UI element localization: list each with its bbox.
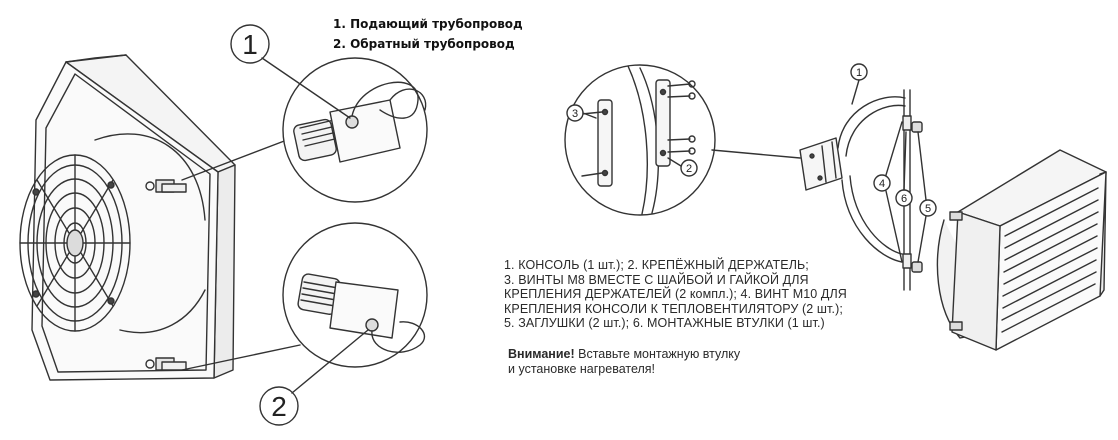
warning-label: Внимание! [508,347,575,361]
louvered-heater [937,150,1106,350]
callout-5-right [918,132,936,262]
fan-grille [20,155,130,331]
pipe-legend [333,14,523,54]
detail-circle-return [283,223,427,367]
parts-line-5: 5. ЗАГЛУШКИ (2 шт.); 6. МОНТАЖНЫЕ ВТУЛКИ (1 шт.) [504,316,825,331]
callout-2-right-label: 2 [685,163,693,175]
callout-5-right-label: 5 [924,203,932,215]
parts-line-4: КРЕПЛЕНИЯ КОНСОЛИ К ТЕПЛОВЕНТИЛЯТОРУ (2 шт.); [504,301,843,316]
warning-text-2: и установке нагревателя! [508,362,656,376]
legend-return-pipe: 2. Обратный трубопровод [333,37,515,51]
callout-2-left-label: 2 [271,391,287,422]
callout-1-left-label: 1 [242,29,258,60]
warning-note [508,347,740,377]
parts-line-3: КРЕПЛЕНИЯ ДЕРЖАТЕЛЕЙ (2 компл.); 4. ВИНТ М10 ДЛЯ [504,287,847,302]
parts-line-1: 1. КОНСОЛЬ (1 шт.); 2. КРЕПЁЖНЫЙ ДЕРЖАТЕЛЬ; [504,258,809,272]
parts-list [504,258,904,331]
bracket-leader-line [712,150,800,158]
warning-text-1: Вставьте монтажную втулку [574,347,741,361]
bracket-detail-circle [565,65,715,215]
legend-supply-pipe: 1. Подающий трубопровод [333,17,523,31]
fan-heater-unit [32,55,235,380]
parts-line-2: 3. ВИНТЫ М8 ВМЕСТЕ С ШАЙБОЙ И ГАЙКОЙ ДЛЯ [504,272,809,287]
detail-circle-supply [283,58,427,202]
callout-3-right-label: 3 [571,108,579,120]
callout-4-right-label: 4 [878,178,886,190]
callout-6-right-label: 6 [900,193,908,205]
callout-1-right-label: 1 [855,67,863,79]
